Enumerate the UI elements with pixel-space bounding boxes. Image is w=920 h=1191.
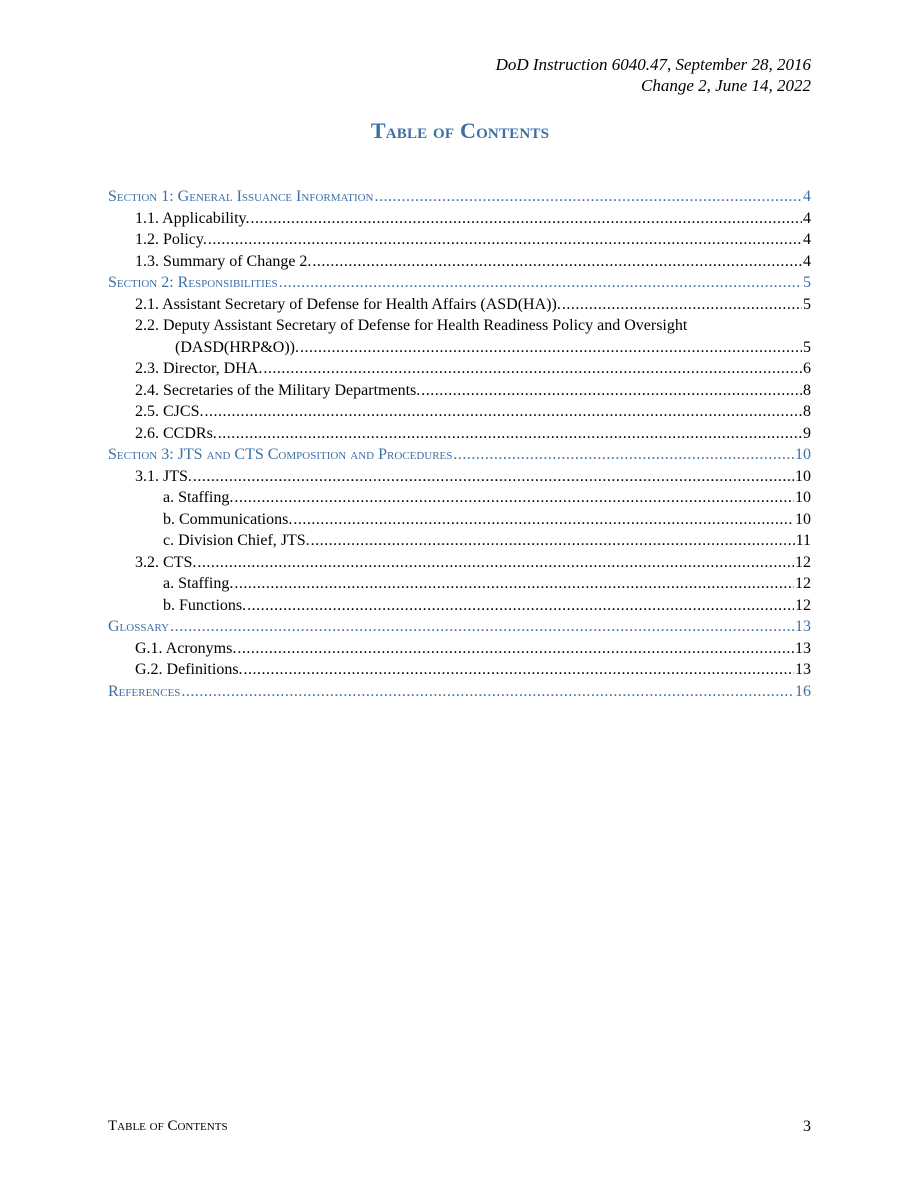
toc-entry[interactable] bbox=[108, 401, 811, 423]
toc-entry[interactable] bbox=[108, 487, 811, 509]
dot-leader bbox=[562, 294, 802, 316]
toc-entry-page: 10 bbox=[795, 446, 811, 463]
toc-entry-page: 12 bbox=[795, 596, 811, 614]
dot-leader bbox=[279, 272, 802, 294]
dot-leader bbox=[247, 595, 794, 617]
toc-entry-label: References bbox=[108, 682, 181, 700]
toc-entry-label: Section 3: JTS and CTS Composition and Procedures bbox=[108, 446, 453, 463]
toc-entry-label: a. Staffing. bbox=[163, 575, 234, 592]
toc-entry-label: b. Communications. bbox=[163, 510, 293, 528]
toc-entry-page: 16 bbox=[795, 682, 811, 700]
toc-entry[interactable] bbox=[108, 380, 811, 402]
toc-entry-page: 11 bbox=[795, 532, 811, 549]
toc-entry-label: b. Functions. bbox=[163, 596, 247, 614]
document-header bbox=[211, 54, 811, 96]
toc-entry[interactable] bbox=[108, 315, 811, 358]
dot-leader bbox=[204, 401, 802, 423]
toc-entry-page: 13 bbox=[795, 618, 811, 635]
toc-entry-label: 2.3. Director, DHA. bbox=[135, 360, 263, 377]
toc-entry-page: 12 bbox=[795, 575, 811, 592]
toc-entry-page: 8 bbox=[803, 381, 811, 399]
toc-entry-page: 4 bbox=[803, 252, 811, 270]
toc-entry-page: 13 bbox=[795, 639, 811, 657]
dot-leader bbox=[170, 616, 794, 638]
toc-entry-label: 3.1. JTS. bbox=[135, 467, 192, 485]
toc-entry[interactable] bbox=[108, 573, 811, 595]
toc-entry-page: 4 bbox=[803, 209, 811, 227]
toc-entry[interactable] bbox=[108, 659, 811, 681]
toc-entry[interactable] bbox=[108, 423, 811, 445]
toc-entry-page: 10 bbox=[795, 467, 811, 485]
footer-page-number: 3 bbox=[803, 1118, 811, 1135]
toc-entry-label: 2.1. Assistant Secretary of Defense for Health Affairs (ASD(HA)). bbox=[135, 295, 561, 313]
dot-leader bbox=[234, 487, 794, 509]
toc-entry-label: 1.1. Applicability. bbox=[135, 209, 250, 227]
toc-entry-label: 2.6. CCDRs. bbox=[135, 424, 217, 442]
toc-entry-page: 5 bbox=[803, 338, 811, 356]
header-change-line: Change 2, June 14, 2022 bbox=[641, 76, 811, 95]
toc-entry[interactable] bbox=[108, 229, 811, 251]
toc-entry[interactable] bbox=[108, 509, 811, 531]
footer-section-title: Table of Contents bbox=[108, 1118, 228, 1134]
header-instruction-line: DoD Instruction 6040.47, September 28, 2016 bbox=[495, 55, 811, 74]
dot-leader bbox=[300, 337, 802, 359]
dot-leader bbox=[244, 659, 794, 681]
toc-section-link[interactable] bbox=[108, 272, 811, 294]
toc-section-link[interactable] bbox=[108, 186, 811, 208]
toc-entry-page: 5 bbox=[803, 295, 811, 313]
toc-entry-label: Glossary bbox=[108, 618, 170, 635]
page-title: Table of Contents bbox=[370, 118, 550, 143]
toc-entry-page: 4 bbox=[803, 188, 811, 205]
toc-entry[interactable] bbox=[108, 552, 811, 574]
toc-entry-label: 2.4. Secretaries of the Military Departments. bbox=[135, 381, 421, 399]
toc-entry-page: 8 bbox=[803, 403, 811, 420]
toc-section-link[interactable] bbox=[108, 681, 811, 703]
toc-entry[interactable] bbox=[108, 530, 811, 552]
dot-leader bbox=[218, 423, 802, 445]
toc-entry-label: G.1. Acronyms. bbox=[135, 639, 237, 657]
toc-entry-label: c. Division Chief, JTS. bbox=[163, 532, 310, 549]
dot-leader bbox=[181, 681, 794, 703]
toc-entry-label: 3.2. CTS. bbox=[135, 553, 197, 571]
dot-leader bbox=[237, 638, 794, 660]
page-footer bbox=[108, 1118, 811, 1136]
toc-entry-label-continued: (DASD(HRP&O)). bbox=[175, 338, 299, 356]
dot-leader bbox=[208, 229, 802, 251]
dot-leader bbox=[293, 509, 794, 531]
dot-leader bbox=[263, 358, 802, 380]
toc-entry[interactable] bbox=[108, 294, 811, 316]
toc-entry-page: 10 bbox=[795, 489, 811, 506]
toc-entry[interactable] bbox=[108, 595, 811, 617]
dot-leader bbox=[197, 552, 794, 574]
dot-leader bbox=[375, 186, 802, 208]
toc-entry-label: 1.3. Summary of Change 2. bbox=[135, 252, 312, 270]
toc-entry-page: 12 bbox=[795, 553, 811, 571]
toc-entry-page: 5 bbox=[803, 274, 811, 291]
toc-entry-label: 2.5. CJCS. bbox=[135, 403, 204, 420]
toc-section-link[interactable] bbox=[108, 616, 811, 638]
toc-entry-page: 10 bbox=[795, 510, 811, 528]
dot-leader bbox=[421, 380, 802, 402]
toc-entry[interactable] bbox=[108, 208, 811, 230]
toc-entry[interactable] bbox=[108, 251, 811, 273]
toc-entry-page: 9 bbox=[803, 424, 811, 442]
toc-entry-label: G.2. Definitions. bbox=[135, 661, 243, 678]
dot-leader bbox=[311, 530, 795, 552]
toc-entry-page: 13 bbox=[795, 661, 811, 678]
toc-entry-label: Section 2: Responsibilities bbox=[108, 274, 278, 291]
dot-leader bbox=[234, 573, 794, 595]
dot-leader bbox=[453, 444, 794, 466]
toc-entry-label: 2.2. Deputy Assistant Secretary of Defense for Health Readiness Policy and Oversight bbox=[135, 317, 688, 334]
toc-entry-page: 6 bbox=[803, 360, 811, 377]
toc-entry-label: 1.2. Policy. bbox=[135, 231, 207, 248]
table-of-contents bbox=[108, 186, 811, 702]
toc-entry[interactable] bbox=[108, 466, 811, 488]
toc-entry-label: Section 1: General Issuance Information bbox=[108, 188, 374, 205]
dot-leader bbox=[251, 208, 802, 230]
dot-leader bbox=[312, 251, 802, 273]
toc-entry-page: 4 bbox=[803, 231, 811, 248]
toc-entry[interactable] bbox=[108, 358, 811, 380]
toc-entry-label: a. Staffing. bbox=[163, 489, 234, 506]
toc-entry[interactable] bbox=[108, 638, 811, 660]
toc-section-link[interactable] bbox=[108, 444, 811, 466]
dot-leader bbox=[193, 466, 794, 488]
